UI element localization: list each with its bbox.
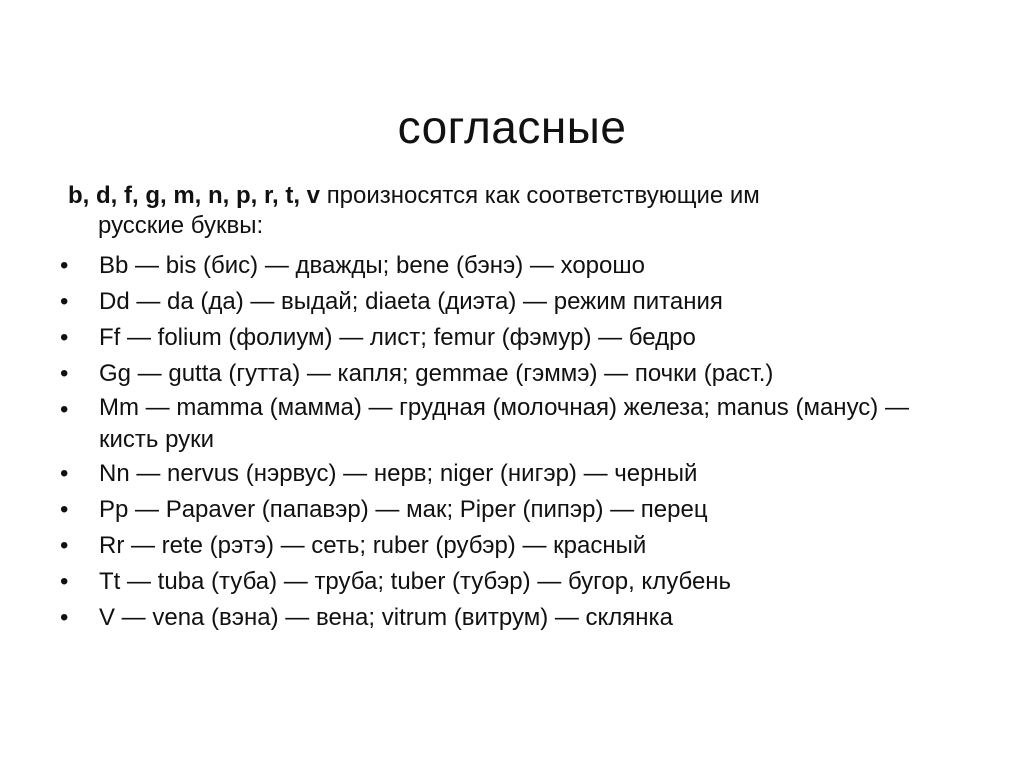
intro-rest: произносятся как соответствующие им [326, 182, 760, 209]
bullet-icon: • [60, 288, 69, 315]
list-item-text: Bb — bis (бис) — дважды; bene (бэнэ) — хорошо [99, 252, 645, 279]
list-item-text: Dd — da (да) — выдай; diaeta (диэта) — режим питания [99, 288, 723, 315]
list-item-text: Gg — gutta (гутта) — капля; gemmae (гэммэ) — почки (раст.) [99, 360, 774, 387]
list-item-text: Nn — nervus (нэрвус) — нерв; niger (нигэр) — черный [99, 460, 698, 487]
intro-paragraph [68, 181, 948, 241]
list-item [60, 600, 960, 636]
bullet-icon: • [60, 324, 69, 351]
list-item-text: Mm — mamma (мамма) — грудная (молочная) железа; manus (манус) — кисть руки [99, 394, 909, 453]
consonant-list [60, 248, 960, 636]
list-item [60, 320, 960, 356]
list-item [60, 492, 960, 528]
bullet-icon: • [60, 396, 69, 423]
list-item-text: V — vena (вэна) — вена; vitrum (витрум) — склянка [99, 604, 673, 631]
list-item [60, 284, 960, 320]
list-item-text: Ff — folium (фолиум) — лист; femur (фэмур) — бедро [99, 324, 696, 351]
bullet-icon: • [60, 252, 69, 279]
list-item-text: Pp — Papaver (папавэр) — мак; Piper (пипэр) — перец [99, 496, 708, 523]
intro-rest-line2: русские буквы: [98, 212, 264, 239]
list-item [60, 564, 960, 600]
list-item-text: Rr — rete (рэтэ) — сеть; ruber (рубэр) — красный [99, 532, 647, 559]
bullet-icon: • [60, 532, 69, 559]
list-item [60, 248, 960, 284]
bullet-icon: • [60, 496, 69, 523]
bullet-icon: • [60, 360, 69, 387]
list-item [60, 392, 960, 456]
bullet-icon: • [60, 460, 69, 487]
list-item-text: Tt — tuba (туба) — труба; tuber (тубэр) — бугор, клубень [99, 568, 732, 595]
list-item [60, 456, 960, 492]
list-item [60, 356, 960, 392]
bullet-icon: • [60, 604, 69, 631]
bullet-icon: • [60, 568, 69, 595]
slide-title: согласные [397, 100, 627, 153]
intro-bold-letters: b, d, f, g, m, n, p, r, t, v [68, 182, 321, 209]
list-item [60, 528, 960, 564]
